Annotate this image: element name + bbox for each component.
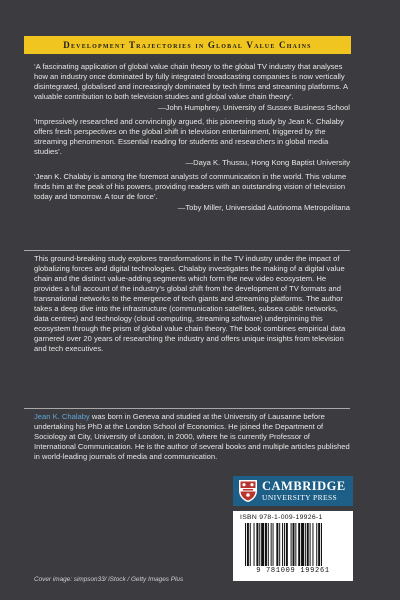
quote-text: ‘Impressively researched and convincingly argued, this pioneering study by Jean K. Chalaby offers fresh perspectives on the global shift in television entertainment, triggered by the streaming phenomenon. Essential reading for students and researchers in global media studies’. xyxy=(34,117,344,157)
author-bio-text: was born in Geneva and studied at the University of Lausanne before undertaking his PhD at the London School of Economics. He joined the Department of Sociology at City, University of London, in 2000, where he is currently Professor of International Communication. He is the author of several books and multiple articles published in world-leading journals of media and communication. xyxy=(34,412,350,462)
endorsement-quote xyxy=(34,62,350,113)
isbn-label: ISBN 978-1-009-19926-1 xyxy=(240,514,323,521)
section-divider xyxy=(24,408,350,409)
book-description: This ground-breaking study explores transformations in the TV industry under the impact of globalizing forces and digital technologies. Chalaby investigates the making of a digital value chain and the distinct value-adding segments which form the new video ecosystem. He provides a full account of the industry’s global shift from the development of TV formats and transnational networks to the emergence of tech giants and streaming platforms. The author takes a deep dive into the infrastructure (communication satellites, subsea cable networks, data centres) and technology (cloud computing, streaming software) underpinning this ecosystem through the prism of global value chain theory. The book combines empirical data garnered over 20 years of researching the industry and offers unique insights from television and tech executives. xyxy=(34,254,346,354)
endorsements xyxy=(34,62,350,217)
quote-attribution: —Daya K. Thussu, Hong Kong Baptist University xyxy=(185,158,350,168)
publisher-name: CAMBRIDGE xyxy=(262,478,346,493)
shield-crest-icon xyxy=(238,479,258,503)
section-divider xyxy=(24,250,350,251)
endorsement-quote xyxy=(34,117,350,168)
barcode xyxy=(233,511,353,581)
quote-attribution: —Toby Miller, Universidad Autónoma Metropolitana xyxy=(177,203,350,213)
author-name: Jean K. Chalaby xyxy=(34,412,90,421)
publisher-logo xyxy=(233,476,353,506)
barcode-number: 9 781009 199261 xyxy=(256,567,330,575)
cover-credit: Cover image: simpson33/ iStock / Getty Images Plus xyxy=(34,576,184,583)
endorsement-quote xyxy=(34,172,350,213)
barcode-bars xyxy=(245,523,343,566)
quote-attribution: —John Humphrey, University of Sussex Business School xyxy=(158,103,350,113)
quote-text: ‘Jean K. Chalaby is among the foremost analysts of communication in the world. This volume finds him at the peak of his powers, providing readers with an outstanding vision of television today and tomorrow. A tour de force’. xyxy=(34,172,347,202)
quote-text: ‘A fascinating application of global value chain theory to the global TV industry that analyses how an industry once dominated by fully integrated broadcasting companies is now vertically disintegrated, globalised and increasingly dominated by tech firms and streaming platforms. A valuable contribution to both television studies and global value chain theory’. xyxy=(34,62,348,102)
series-title-band xyxy=(24,36,351,54)
author-bio xyxy=(34,412,350,462)
series-title: Development Trajectories in Global Value Chains xyxy=(63,40,312,50)
publisher-subtitle: UNIVERSITY PRESS xyxy=(262,493,338,503)
